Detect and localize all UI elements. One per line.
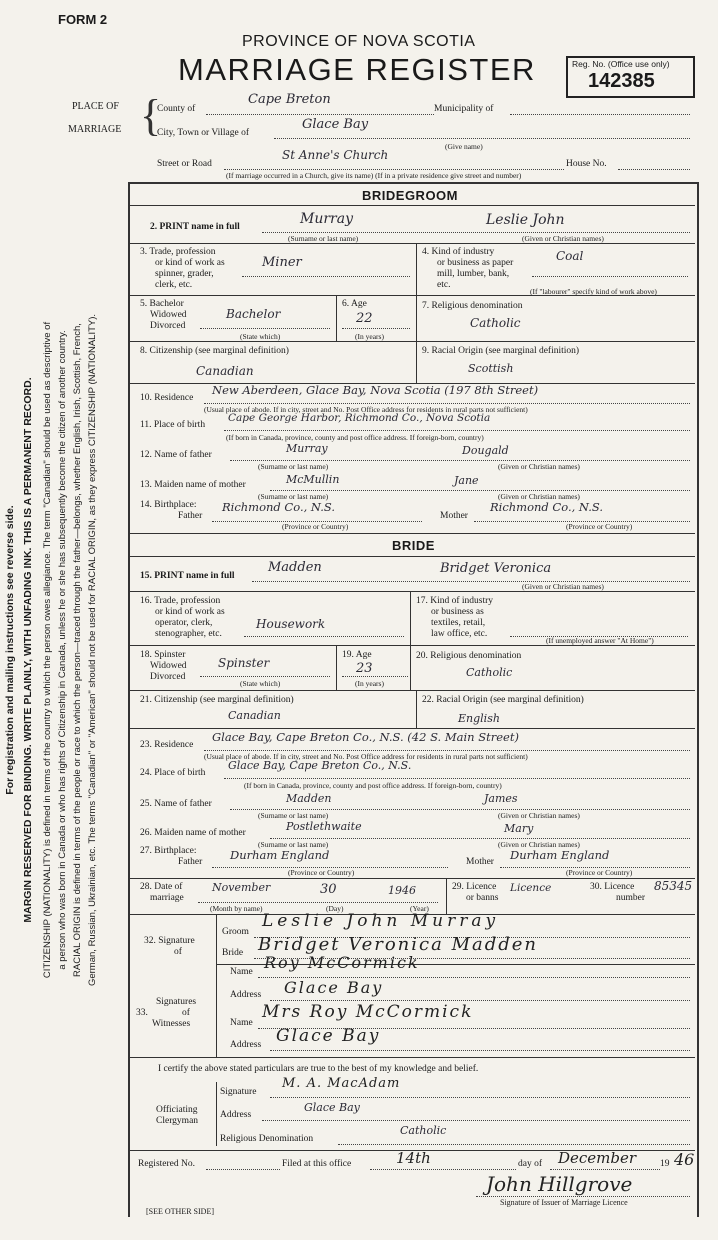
reg-number-box — [566, 56, 695, 98]
city-value: Glace Bay — [302, 117, 369, 132]
given-caption: (Given or Christian names) — [522, 234, 604, 243]
margin-instructions — [0, 140, 130, 1160]
f33-label-2: of — [182, 1008, 190, 1018]
marriage-month: November — [212, 881, 271, 894]
groom-citizenship: Canadian — [196, 364, 254, 378]
bride-mother-given-caption: (Given or Christian names) — [498, 840, 580, 849]
mother-prov-caption: (Province or Country) — [566, 522, 633, 531]
f28-label-1: 28. Date of — [140, 882, 183, 892]
bride-birthplace: Glace Bay, Cape Breton Co., N.S. — [228, 759, 412, 772]
bride-father-surname-caption: (Surname or last name) — [258, 811, 329, 820]
witness2-name: Mrs Roy McCormick — [262, 1002, 474, 1022]
groom-father-birth: Richmond Co., N.S. — [222, 500, 336, 514]
brace-icon: { — [140, 91, 162, 140]
margin-line-3: CITIZENSHIP (NATIONALITY) is defined in terms of the country to which the person owes allegiance. The term "Canadian" should be used as descriptive of — [42, 321, 53, 979]
f14-label: 14. Birthplace: — [140, 500, 197, 510]
groom-mother-surname: McMullin — [286, 473, 340, 486]
reg-box-label: Reg. No. (Office use only) — [572, 59, 670, 69]
county-value: Cape Breton — [248, 92, 331, 107]
f4-label-4: etc. — [437, 280, 451, 290]
groom-given: Leslie John — [486, 212, 565, 228]
f17-note: (If unemployed answer "At Home") — [546, 636, 654, 645]
licence-number: 85345 — [654, 879, 693, 893]
groom-birthplace: Cape George Harbor, Richmond Co., Nova Scotia — [228, 412, 491, 424]
f4-label-1: 4. Kind of industry — [422, 247, 495, 257]
issuer-caption: Signature of Issuer of Marriage Licence — [500, 1198, 628, 1207]
f18-label-3: Divorced — [150, 672, 186, 682]
registered-label: Registered No. — [138, 1159, 195, 1169]
f3-label-2: or kind of work as — [155, 258, 225, 268]
f3-label-3: spinner, grader, — [155, 269, 214, 279]
bride-name-label: 15. PRINT name in full — [140, 571, 235, 581]
bride-father-given: James — [484, 792, 518, 805]
province-heading: PROVINCE OF NOVA SCOTIA — [242, 33, 476, 50]
margin-line-6: German, Russian, Ukrainian, etc. The terms "Canadian" or "American" should not be used for RACIAL ORIGIN, as they express CITIZENSHIP (NATIONALITY). — [87, 313, 98, 987]
f16-label-4: stenographer, etc. — [155, 629, 222, 639]
state-which-caption: (State which) — [240, 332, 281, 341]
filed-year: 46 — [674, 1150, 695, 1169]
page-title: MARRIAGE REGISTER — [178, 52, 536, 87]
f4-note: (If "labourer" specify kind of work above) — [530, 287, 657, 296]
f17-label-4: law office, etc. — [431, 629, 488, 639]
groom-surname: Murray — [300, 211, 353, 227]
f32-label-2: of — [174, 947, 182, 957]
bride-mother-surname: Postlethwaite — [286, 820, 362, 833]
f9-label: 9. Racial Origin (see marginal definition) — [422, 346, 580, 356]
mother-birth-label: Mother — [440, 511, 468, 521]
f6-label: 6. Age — [342, 299, 367, 309]
witness1-address: Glace Bay — [284, 978, 384, 997]
f5-label-2: Widowed — [150, 310, 187, 320]
f32-label-1: 32. Signature — [144, 936, 195, 946]
mother-surname-caption: (Surname or last name) — [258, 492, 329, 501]
date-year-caption: (Year) — [410, 904, 429, 913]
clergy-religion-label: Religious Denomination — [220, 1134, 314, 1144]
licence-type: Licence — [510, 882, 552, 894]
f24-note: (If born in Canada, province, county and post office address. If foreign-born, country) — [244, 781, 502, 790]
groom-industry: Coal — [556, 249, 584, 263]
f21-label: 21. Citizenship (see marginal definition) — [140, 695, 294, 705]
day-of-label: day of — [518, 1159, 543, 1169]
groom-father-given: Dougald — [462, 444, 509, 457]
groom-signature: Leslie John Murray — [262, 911, 500, 931]
f26-label: 26. Maiden name of mother — [140, 828, 246, 838]
county-label: County of — [157, 104, 196, 114]
bride-trade: Housework — [256, 617, 326, 631]
filed-label: Filed at this office — [282, 1159, 352, 1169]
f29-label-1: 29. Licence — [452, 882, 497, 892]
groom-status: Bachelor — [226, 307, 281, 321]
bride-mother-birth: Durham England — [510, 848, 610, 862]
reg-number: 142385 — [588, 70, 655, 92]
f33-label-3: Witnesses — [152, 1019, 191, 1029]
certify-statement: I certify the above stated particulars are true to the best of my knowledge and belief. — [158, 1064, 479, 1074]
w2-name-label: Name — [230, 1018, 253, 1028]
groom-sig-label: Groom — [222, 927, 249, 937]
f17-label-3: textiles, retail, — [431, 618, 486, 628]
municipality-label: Municipality of — [434, 104, 494, 114]
bride-state-caption: (State which) — [240, 679, 281, 688]
bride-age: 23 — [356, 661, 373, 676]
groom-father-surname: Murray — [286, 442, 328, 455]
f7-label: 7. Religious denomination — [422, 301, 523, 311]
father-surname-caption: (Surname or last name) — [258, 462, 329, 471]
bride-residence: Glace Bay, Cape Breton Co., N.S. (42 S. Main Street) — [212, 730, 519, 744]
f25-label: 25. Name of father — [140, 799, 212, 809]
f18-label-1: 18. Spinster — [140, 650, 186, 660]
f16-label-3: operator, clerk, — [155, 618, 213, 628]
f3-label-4: clerk, etc. — [155, 280, 193, 290]
f5-label-1: 5. Bachelor — [140, 299, 184, 309]
f30-label-2: number — [616, 893, 646, 903]
clergy-signature: M. A. MacAdam — [282, 1076, 401, 1091]
bride-sig-label: Bride — [222, 948, 244, 958]
groom-mother-given: Jane — [454, 474, 479, 487]
w1-address-label: Address — [230, 990, 262, 1000]
f11-note: (If born in Canada, province, county and post office address. If foreign-born, country) — [226, 433, 484, 442]
bride-surname: Madden — [268, 560, 322, 575]
f4-label-3: mill, lumber, bank, — [437, 269, 510, 279]
bride-heading: BRIDE — [392, 538, 435, 553]
street-value: St Anne's Church — [282, 148, 389, 162]
bride-father-surname: Madden — [286, 792, 332, 805]
bride-mother-surname-caption: (Surname or last name) — [258, 840, 329, 849]
f4-label-2: or business as paper — [437, 258, 514, 268]
bridegroom-heading: BRIDEGROOM — [362, 188, 458, 203]
margin-line-2: MARGIN RESERVED FOR BINDING. WRITE PLAINLY, WITH UNFADING INK. THIS IS A PERMANENT RECORD. — [22, 377, 34, 923]
bride-given-caption: (Given or Christian names) — [522, 582, 604, 591]
f8-label: 8. Citizenship (see marginal definition) — [140, 346, 289, 356]
marriage-year: 1946 — [388, 884, 416, 897]
filed-month: December — [558, 1149, 637, 1167]
father-given-caption: (Given or Christian names) — [498, 462, 580, 471]
f3-label-1: 3. Trade, profession — [140, 247, 216, 257]
filed-day: 14th — [396, 1149, 431, 1167]
bride-father-given-caption: (Given or Christian names) — [498, 811, 580, 820]
officiating-label-1: Officiating — [156, 1105, 198, 1115]
f10-label: 10. Residence — [140, 393, 194, 403]
witness1-name: Roy McCormick — [264, 953, 420, 972]
groom-name-label: 2. PRINT name in full — [150, 222, 240, 232]
years-caption: (In years) — [355, 332, 384, 341]
f17-label-1: 17. Kind of industry — [416, 596, 494, 606]
city-label: City, Town or Village of — [157, 128, 249, 138]
f18-label-2: Widowed — [150, 661, 187, 671]
f29-label-2: or banns — [466, 893, 499, 903]
margin-line-4: a person who was born in Canada or who has rights of Citizenship in Canada, unless he or she has subsequently become the citizen of another country. — [57, 330, 68, 970]
f33-label-1: Signatures — [156, 997, 197, 1007]
issuer-signature: John Hillgrove — [486, 1172, 633, 1196]
f11-label: 11. Place of birth — [140, 420, 206, 430]
place-of-label: PLACE OF — [72, 101, 119, 112]
f10-note: (Usual place of abode. If in city, street and No. Post Office address for residents in rural parts not sufficient) — [204, 405, 528, 414]
f20-label: 20. Religious denomination — [416, 651, 522, 661]
surname-caption: (Surname or last name) — [288, 234, 359, 243]
officiating-label-2: Clergyman — [156, 1116, 199, 1126]
f33-number: 33. — [136, 1008, 148, 1018]
clergy-religion: Catholic — [400, 1124, 447, 1137]
w2-address-label: Address — [230, 1040, 262, 1050]
marriage-label: MARRIAGE — [68, 124, 122, 135]
f16-label-1: 16. Trade, profession — [140, 596, 221, 606]
f5-label-3: Divorced — [150, 321, 186, 331]
f12-label: 12. Name of father — [140, 450, 212, 460]
groom-age: 22 — [356, 311, 373, 326]
bride-mother-prov-caption: (Province or Country) — [566, 868, 633, 877]
street-note: (If marriage occurred in a Church, give its name) (If in a private residence give street and number) — [226, 171, 522, 180]
margin-line-1: For registration and mailing instructions see reverse side. — [4, 505, 16, 795]
f24-label: 24. Place of birth — [140, 768, 206, 778]
margin-line-5: RACIAL ORIGIN is defined in terms of the people or race to which the person—traced through the father—belongs, whether English, Irish, Scottish, French, — [72, 323, 83, 977]
groom-mother-birth: Richmond Co., N.S. — [490, 500, 604, 514]
bride-father-birth-label: Father — [178, 857, 203, 867]
street-label: Street or Road — [157, 159, 212, 169]
marriage-day: 30 — [320, 882, 337, 897]
f28-label-2: marriage — [150, 893, 184, 903]
f17-label-2: or business as — [431, 607, 484, 617]
father-birth-label: Father — [178, 511, 203, 521]
f23-label: 23. Residence — [140, 740, 194, 750]
see-other-side: [SEE OTHER SIDE] — [146, 1207, 214, 1216]
bride-signature: Bridget Veronica Madden — [258, 934, 539, 955]
bride-citizenship: Canadian — [228, 709, 281, 722]
groom-trade: Miner — [262, 255, 302, 270]
bride-father-birth: Durham England — [230, 848, 330, 862]
bride-religion: Catholic — [466, 666, 513, 679]
form-label: FORM 2 — [58, 12, 108, 27]
bride-years-caption: (In years) — [355, 679, 384, 688]
f30-label-1: 30. Licence — [590, 882, 635, 892]
f16-label-2: or kind of work as — [155, 607, 225, 617]
f22-label: 22. Racial Origin (see marginal definition) — [422, 695, 584, 705]
date-month-caption: (Month by name) — [210, 904, 263, 913]
house-label: House No. — [566, 159, 607, 169]
clergy-address: Glace Bay — [304, 1101, 360, 1114]
groom-religion: Catholic — [470, 316, 521, 330]
f19-label: 19. Age — [342, 650, 372, 660]
filed-year-prefix: 19 — [660, 1159, 670, 1169]
give-name-caption: (Give name) — [445, 142, 483, 151]
f27-label: 27. Birthplace: — [140, 846, 197, 856]
bride-mother-birth-label: Mother — [466, 857, 494, 867]
date-day-caption: (Day) — [326, 904, 344, 913]
witness2-address: Glace Bay — [276, 1026, 381, 1046]
f13-label: 13. Maiden name of mother — [140, 480, 246, 490]
clergy-signature-label: Signature — [220, 1087, 257, 1097]
groom-residence: New Aberdeen, Glace Bay, Nova Scotia (197 8th Street) — [212, 383, 539, 397]
bride-mother-given: Mary — [504, 822, 534, 835]
mother-given-caption: (Given or Christian names) — [498, 492, 580, 501]
father-prov-caption: (Province or Country) — [282, 522, 349, 531]
bride-father-prov-caption: (Province or Country) — [288, 868, 355, 877]
groom-racial: Scottish — [468, 362, 514, 375]
bride-racial: English — [458, 712, 500, 725]
bride-status: Spinster — [218, 656, 270, 670]
w1-name-label: Name — [230, 967, 253, 977]
f23-note: (Usual place of abode. If in city, street and No. Post Office address for residents in rural parts not sufficient) — [204, 752, 528, 761]
bride-given: Bridget Veronica — [440, 561, 552, 576]
clergy-address-label: Address — [220, 1110, 252, 1120]
